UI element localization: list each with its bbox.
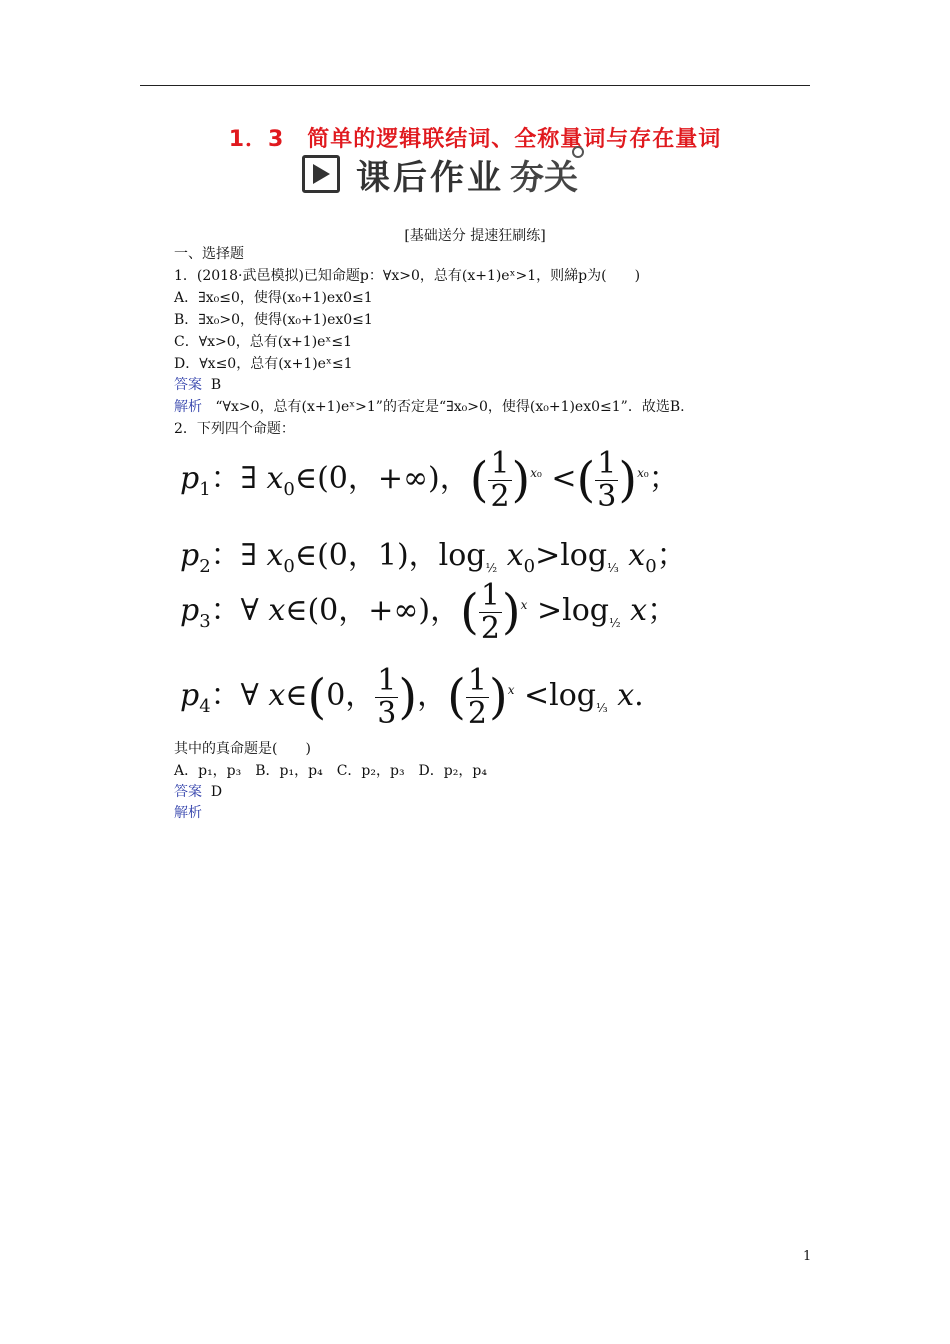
answer-label: 答案: [174, 784, 202, 800]
proposition-p4: $p_4$：∀ x∈(0， $\frac{1}{3}$ )，( $\frac{1}{2}$ )$^x <\log_{\frac{1}{3}}$ x.: [180, 663, 644, 731]
analysis-label: 解析: [174, 805, 202, 821]
homework-banner: [302, 152, 578, 196]
q2-options: A．p₁，p₃ B．p₁，p₄ C．p₂，p₃ D．p₂，p₄: [174, 763, 487, 779]
q2-stem: 2．下列四个命题：: [174, 421, 295, 437]
q1-analysis: [174, 398, 685, 416]
banner-title: 课后作业: [356, 157, 504, 198]
section-heading: 一、选择题: [174, 246, 244, 262]
play-icon: [302, 155, 340, 193]
page-number: 1: [803, 1249, 812, 1264]
proposition-p3: $p_3$：∀ x∈(0，+∞)，( $\frac{1}{2}$ )$^x >\log_{\frac{1}{2}}$ x；: [180, 578, 678, 646]
analysis-text: “∀x>0，总有(x+1)eˣ>1”的否定是“∃x₀>0，使得(x₀+1)ex0≤1”．故选B.: [215, 399, 685, 415]
q2-analysis: [174, 804, 202, 822]
q1-stem: 1．(2018·武邑模拟)已知命题p：∀x>0，总有(x+1)eˣ>1，则綈p为( ): [174, 268, 641, 284]
q1-option-a: A．∃x₀≤0，使得(x₀+1)ex0≤1: [174, 290, 373, 306]
q2-question: 其中的真命题是( ): [174, 741, 311, 757]
q2-answer: [174, 783, 222, 801]
banner-logo: 夯关: [510, 150, 578, 199]
section-title: 1．3 简单的逻辑联结词、全称量词与存在量词: [228, 127, 722, 152]
q1-option-d: D．∀x≤0，总有(x+1)eˣ≤1: [174, 356, 353, 372]
q1-answer: [174, 376, 221, 394]
q1-option-c: C．∀x>0，总有(x+1)eˣ≤1: [174, 334, 353, 350]
answer-value: D: [210, 784, 223, 800]
answer-label: 答案: [174, 377, 202, 393]
subtitle: [基础送分 提速狂刷练]: [404, 228, 546, 244]
proposition-p1: $p_1$：∃ $x_0\in(0$，+∞)，( $\frac{1}{2}$ )$^{x_0}$ <( $\frac{1}{3}$ )$^{x_0}$；: [180, 446, 679, 514]
header-rule: [140, 85, 810, 86]
proposition-p2: $p_2$：∃ $x_0\in(0$，1)，$\log_{\frac{1}{2}} x_0>\log_{\frac{1}{3}}$ $x_0$；: [180, 538, 687, 577]
answer-value: B: [210, 377, 222, 393]
logo-ring-icon: [572, 146, 584, 158]
q1-option-b: B．∃x₀>0，使得(x₀+1)ex0≤1: [174, 312, 373, 328]
analysis-label: 解析: [174, 399, 202, 415]
